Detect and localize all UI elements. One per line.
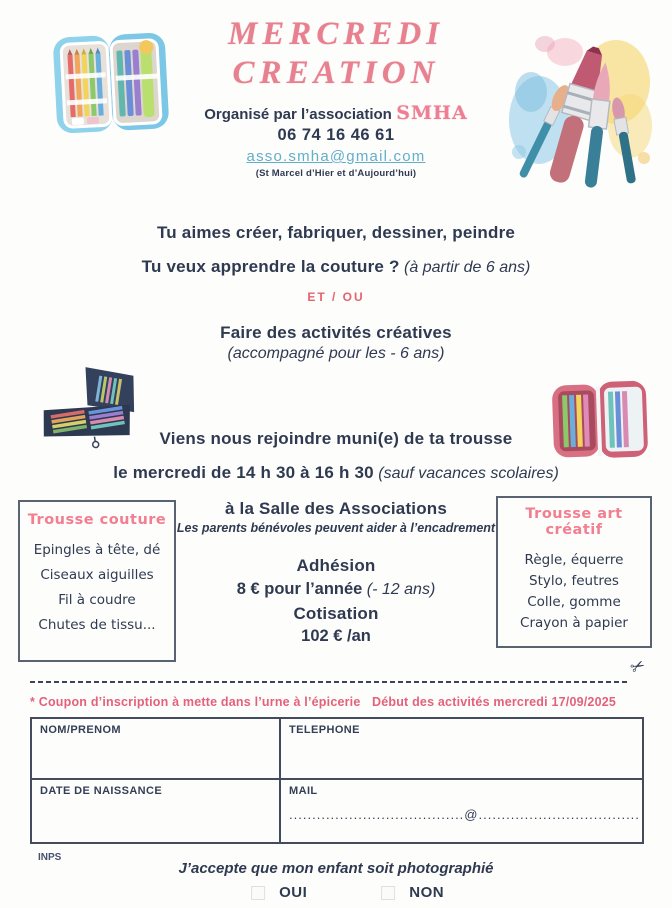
email-link[interactable]: asso.smha@gmail.com	[246, 148, 426, 165]
fee-price: 102 € /an	[301, 627, 371, 645]
membership-price: 8 € pour l’année	[236, 580, 363, 598]
photo-consent-line: J’accepte que mon enfant soit photographié	[178, 860, 494, 877]
intro-line1: Tu aimes créer, fabriquer, dessiner, peindre	[156, 223, 516, 242]
phone-number: 06 74 16 46 61	[277, 126, 395, 144]
intro-line2-note: (à partir de 6 ans)	[404, 259, 531, 276]
art-kit-title-line1: Trousse art	[525, 506, 623, 522]
birthdate-field-label: DATE DE NAISSANCE	[40, 785, 163, 797]
sewing-kit-box	[18, 500, 176, 662]
intro-line2-row	[0, 257, 672, 277]
non-label: NON	[409, 884, 445, 901]
page-title-line2: CREATION	[232, 55, 440, 91]
cut-line	[30, 681, 628, 683]
pencil-case-image-mid-right	[545, 376, 659, 468]
sewing-kit-item: Epingles à tête, dé	[33, 542, 161, 558]
association-name: SMHA	[396, 102, 468, 124]
start-date-note: Début des activités mercredi 17/09/2025	[372, 695, 617, 709]
email-row	[0, 148, 672, 166]
art-kit-item: Règle, équerre	[524, 552, 624, 568]
fee-label: Cotisation	[293, 604, 379, 623]
association-subtitle: (St Marcel d’Hier et d’Aujourd’hui)	[255, 168, 417, 179]
membership-label: Adhésion	[296, 556, 376, 575]
sewing-kit-item: Ciseaux aiguilles	[40, 567, 154, 583]
inps-label: INPS	[38, 852, 62, 863]
sewing-kit-item: Chutes de tissu...	[38, 617, 156, 633]
invite-line1: Viens nous rejoindre muni(e) de ta trousse	[159, 429, 513, 448]
mail-field-cell	[279, 778, 642, 842]
mail-dotted-line: ......................................@...................................	[289, 807, 640, 822]
non-checkbox	[381, 886, 395, 900]
intro-line3-note: (accompagné pour les - 6 ans)	[227, 345, 445, 362]
and-or-connector: ET / OU	[307, 290, 365, 304]
phone-field-label: TELEPHONE	[289, 724, 360, 736]
name-field-cell	[32, 719, 279, 778]
birthdate-field-cell	[32, 778, 279, 842]
consent-choices	[251, 884, 444, 901]
art-kit-title-line2: créatif	[545, 522, 603, 538]
sewing-kit-title: Trousse couture	[27, 512, 167, 528]
organizer-line	[0, 102, 672, 124]
oui-checkbox	[251, 886, 265, 900]
art-kit-box	[496, 496, 652, 648]
art-kit-item: Stylo, feutres	[529, 573, 619, 589]
scissors-icon: ✂	[627, 654, 649, 679]
membership-note: (- 12 ans)	[366, 581, 436, 598]
intro-line3: Faire des activités créatives	[220, 323, 452, 342]
invite-line2-note: (sauf vacances scolaires)	[378, 465, 559, 482]
phone-field-cell	[279, 719, 642, 778]
name-field-label: NOM/PRENOM	[40, 724, 121, 736]
intro-line2: Tu veux apprendre la couture ?	[141, 257, 400, 276]
art-kit-item: Crayon à papier	[520, 615, 628, 631]
invite-line2: le mercredi de 14 h 30 à 16 h 30	[113, 463, 374, 482]
sewing-kit-item: Fil à coudre	[58, 592, 136, 608]
registration-form-table	[30, 717, 644, 844]
mail-field-label: MAIL	[289, 785, 318, 797]
volunteers-line: Les parents bénévoles peuvent aider à l’encadrement	[176, 521, 496, 535]
invite-line2-row	[0, 463, 672, 483]
organizer-prefix: Organisé par l’association	[204, 106, 392, 123]
art-kit-item: Colle, gomme	[527, 594, 621, 610]
coupon-note: * Coupon d’inscription à mette dans l’urne à l’épicerie	[30, 695, 361, 709]
location-line: à la Salle des Associations	[224, 499, 448, 518]
page-title-line1: MERCREDI	[227, 16, 445, 52]
oui-label: OUI	[279, 884, 308, 901]
